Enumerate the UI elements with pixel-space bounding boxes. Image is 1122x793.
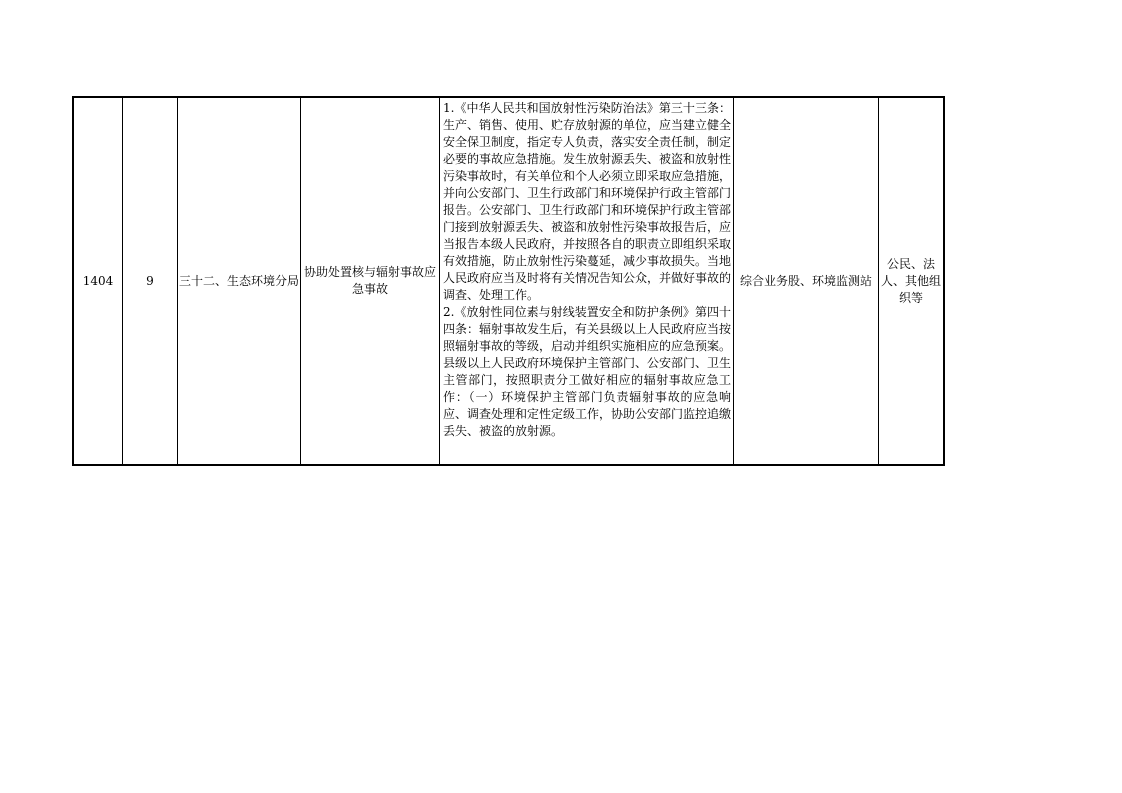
sequence-cell: 9 [123, 97, 178, 465]
matter-name-cell: 协助处置核与辐射事故应急事故 [301, 97, 440, 465]
department-cell: 三十二、生态环境分局 [178, 97, 301, 465]
legal-basis-paragraph-2: 2.《放射性同位素与射线装置安全和防护条例》第四十四条：辐射事故发生后，有关县级以上人民政府应当按照辐射事故的等级，启动并组织实施相应的应急预案。县级以上人民政府环境保护主管部门、公安部门、卫生主管部门，按照职责分工做好相应的辐射事故应急工作：（一）环境保护主管部门负责辐射事故的应急响应、调查处理和定性定级工作，协助公安部门监控追缴丢失、被盗的放射源。 [443, 305, 732, 438]
responsible-unit-cell: 综合业务股、环境监测站 [734, 97, 879, 465]
table-row [73, 97, 944, 465]
legal-basis-paragraph-1: 1.《中华人民共和国放射性污染防治法》第三十三条：生产、销售、使用、贮存放射源的单位，应当建立健全安全保卫制度，指定专人负责，落实安全责任制，制定必要的事故应急措施。发生放射源丢失、被盗和放射性污染事故时，有关单位和个人必须立即采取应急措施，并向公安部门、卫生行政部门和环境保护行政主管部门报告。公安部门、卫生行政部门和环境保护行政主管部门接到放射源丢失、被盗和放射性污染事故报告后，应当报告本级人民政府，并按照各自的职责立即组织采取有效措施，防止放射性污染蔓延，减少事故损失。当地人民政府应当及时将有关情况告知公众，并做好事故的调查、处理工作。 [443, 101, 732, 302]
responsibility-table [72, 96, 945, 466]
row-id-cell: 1404 [73, 97, 123, 465]
legal-basis-cell [440, 97, 734, 465]
service-target-cell: 公民、法人、其他组织等 [879, 97, 945, 465]
